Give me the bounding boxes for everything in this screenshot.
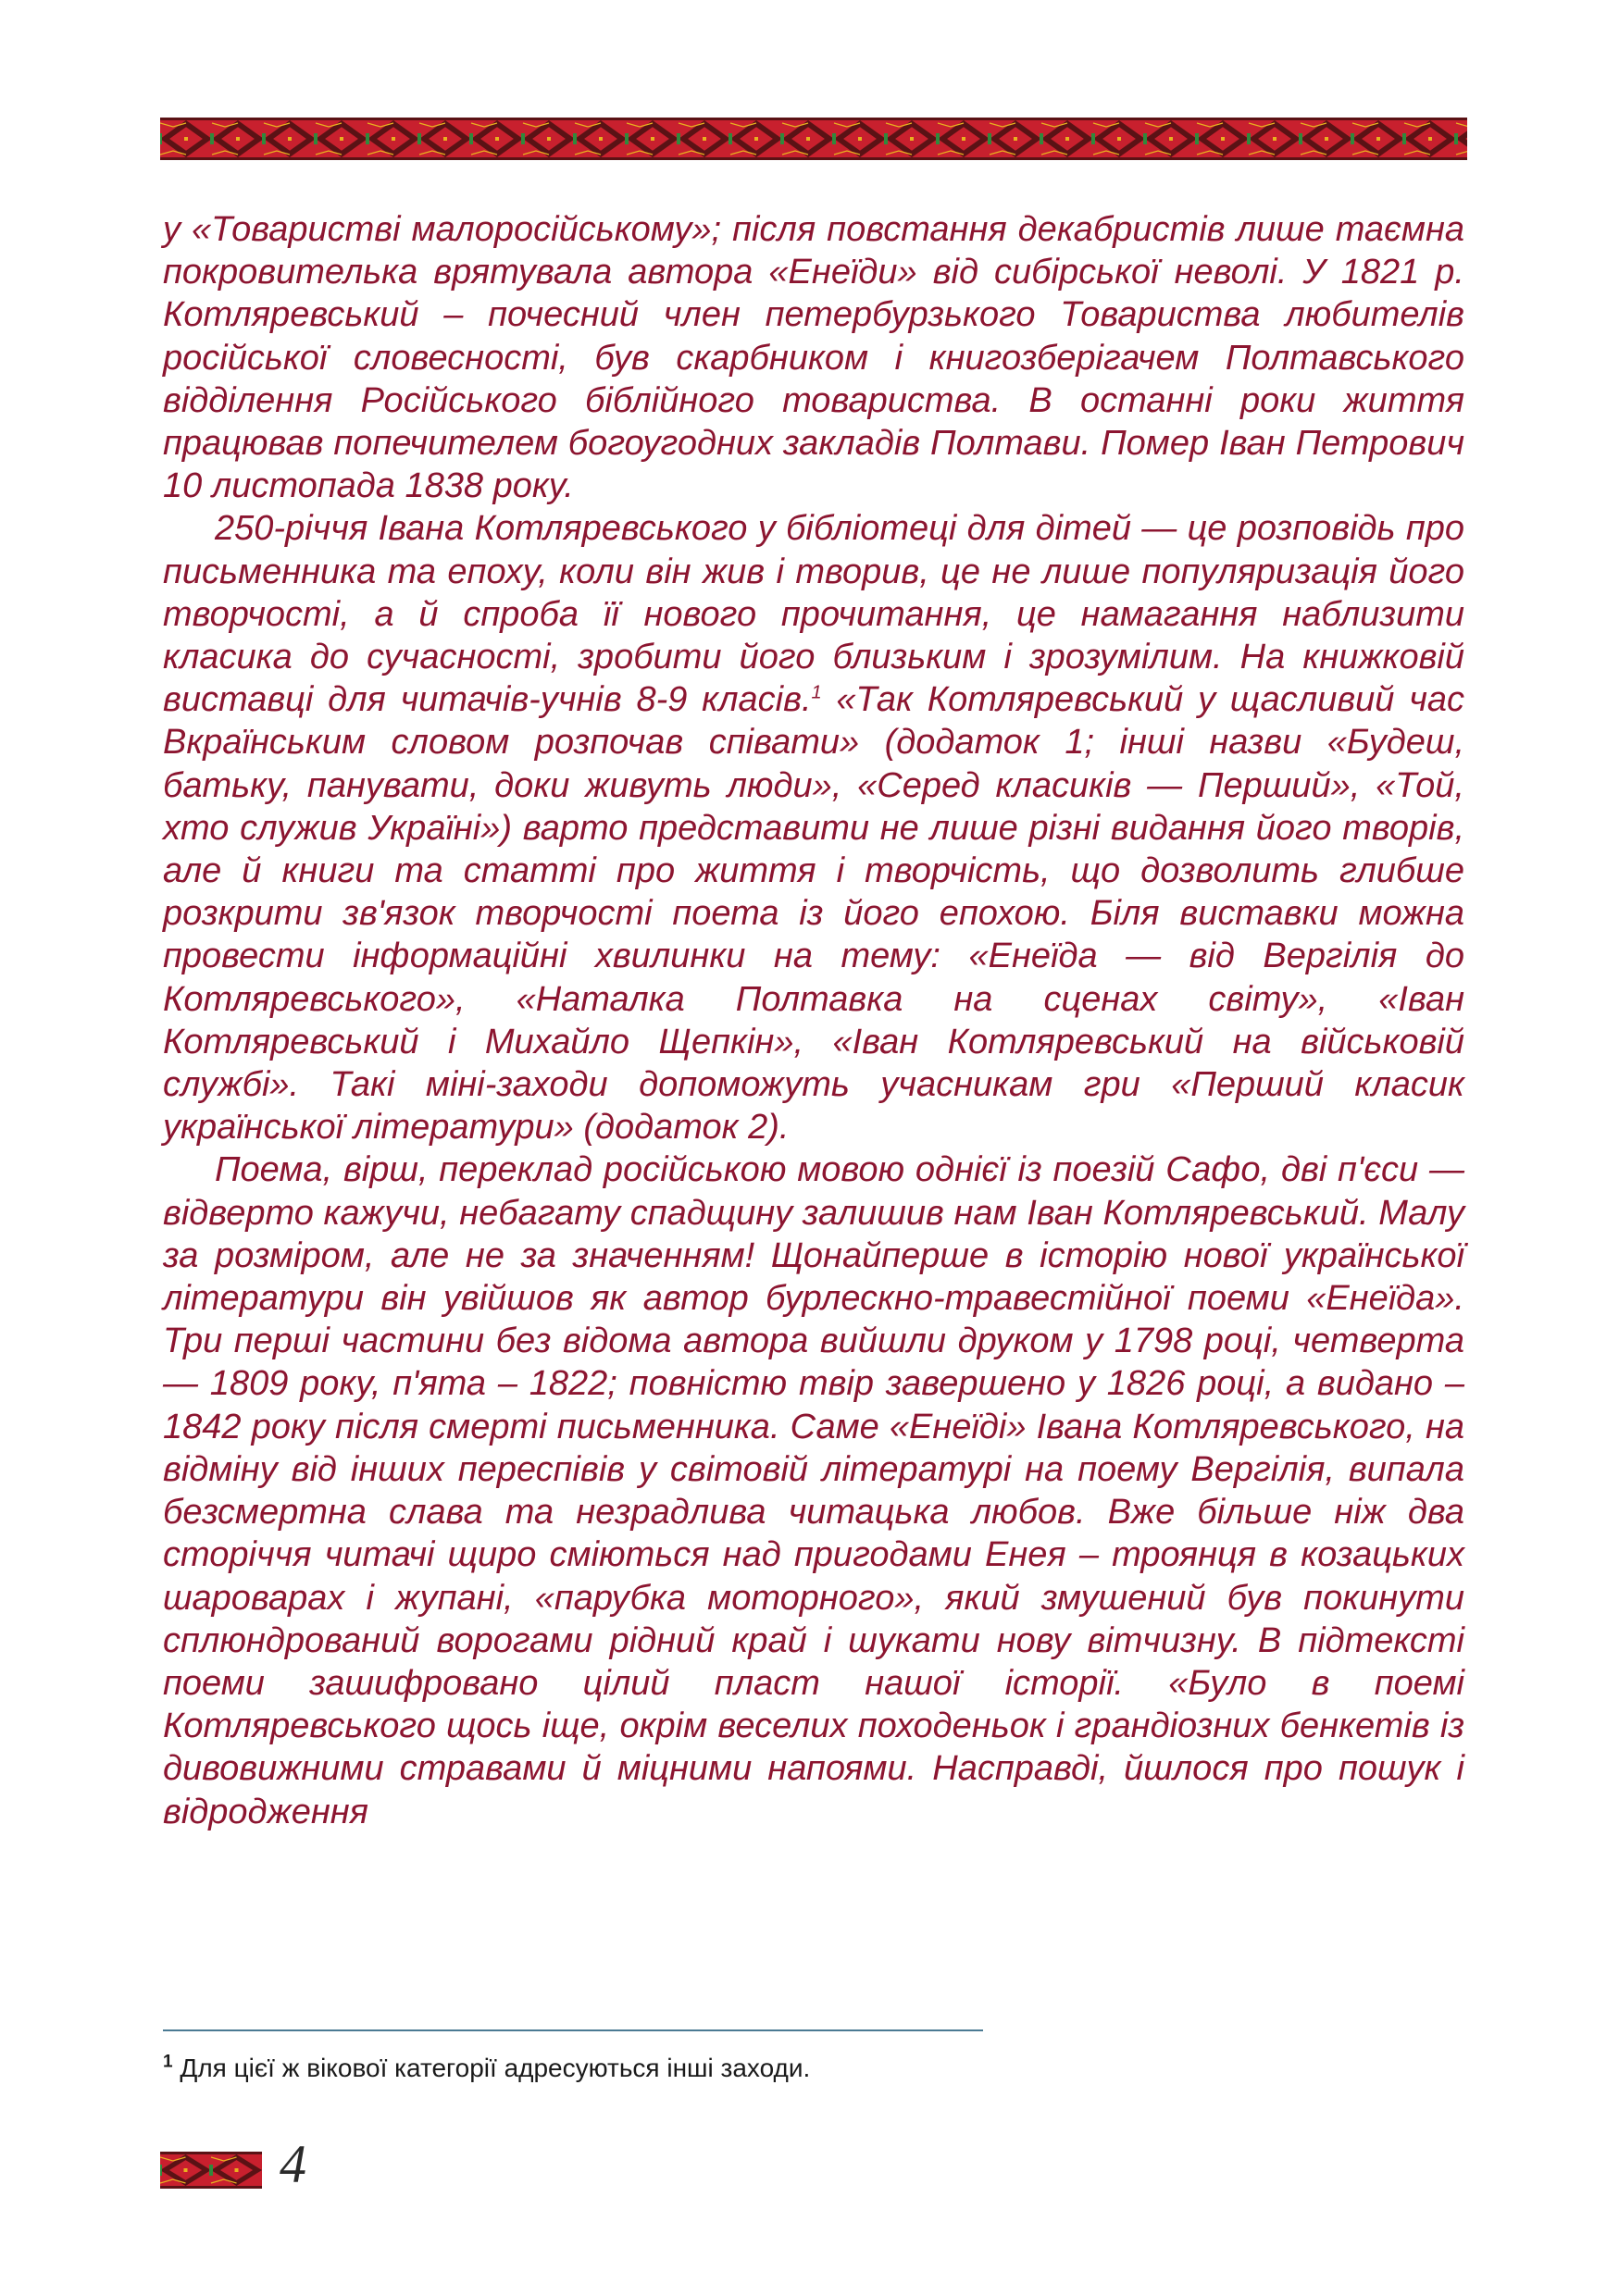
main-text <box>163 208 1464 1833</box>
footnote-divider <box>163 2029 983 2031</box>
footnote <box>163 2054 1089 2083</box>
paragraph-2-text-a: 250-річчя Івана Котляревського у бібліотеці для дітей — це розповідь про письменника та епоху, коли він жив і творив, це не лише популяризація його творчості, а й спроба її нового прочитання, це намагання наблизити класика до сучасності, зробити його близьким і зрозумілим. На книжковій виставці для читачів-учнів 8-9 класів. <box>163 509 1464 720</box>
footnote-text: Для цієї ж вікової категорії адресуються інші заходи. <box>172 2054 811 2082</box>
page-number: 4 <box>280 2134 306 2194</box>
footnote-marker: 1 <box>163 2052 173 2072</box>
paragraph-3: Поема, вірш, переклад російською мовою однієї із поезій Сафо, дві п'єси — відверто кажучи, небагату спадщину залишив нам Іван Котляревський. Малу за розміром, але не за значенням! Щонайперше в історію нової української літератури він увійшов як автор бурлескно-травестійної поеми «Енеїда». Три перші частини без відома автора вийшли друком у 1798 році, четверта — 1809 року, п'ята – 1822; повністю твір завершено у 1826 році, а видано –1842 року після смерті письменника. Саме «Енеїді» Івана Котляревського, на відміну від інших переспівів у світовій літературі на поему Вергілія, випала безсмертна слава та незрадлива читацька любов. Вже більше ніж два сторіччя читачі щиро сміються над пригодами Енея – троянця в козацьких шароварах і жупані, «парубка моторного», який змушений був покинути сплюндрований ворогами рідний край і шукати нову вітчизну. В підтексті поеми зашифровано цілий пласт нашої історії. «Було в поемі Котляревського щось іще, окрім веселих походеньок і грандіозних бенкетів із дивовижними стравами й міцними напоями. Насправді, йшлося про пошук і відродження <box>163 1150 1464 1831</box>
footnote-reference[interactable]: 1 <box>811 682 822 703</box>
paragraph-1: у «Товаристві малоросійському»; після повстання декабристів лише таємна покровителька врятувала автора «Енеїди» від сибірської неволі. У 1821 р. Котляревський – почесний член петербурзького Товариства любителів російської словесності, був скарбником і книгозберігачем Полтавського відділення Російського біблійного товариства. В останні роки життя працював попечителем богоугодних закладів Полтави. Помер Іван Петрович 10 листопада 1838 року. <box>163 210 1464 506</box>
embroidery-ornament-top <box>160 118 1467 160</box>
ornament-band-top <box>160 118 1467 160</box>
embroidery-ornament-small <box>160 2152 262 2189</box>
paragraph-2-text-b: «Так Котляревський у щасливий час Вкраїнським словом розпочав співати» (додаток 1; інші назви «Будеш, батьку, панувати, доки живуть люди», «Серед класиків — Перший», «Той, хто служив Україні») варто представити не лише різні видання його творів, але й книги та статті про життя і творчість, що дозволить глибше розкрити зв'язок творчості поета із його епохою. Біля виставки можна провести інформаційні хвилинки на тему: «Енеїда — від Вергілія до Котляревського», «Наталка Полтавка на сценах світу», «Іван Котляревський і Михайло Щепкін», «Іван Котляревський на військовій службі». Такі міні-заходи допоможуть учасникам гри «Перший класик української літератури» (додаток 2). <box>163 680 1465 1148</box>
ornament-band-page-number <box>160 2152 262 2189</box>
paragraph-2 <box>163 507 1464 1148</box>
